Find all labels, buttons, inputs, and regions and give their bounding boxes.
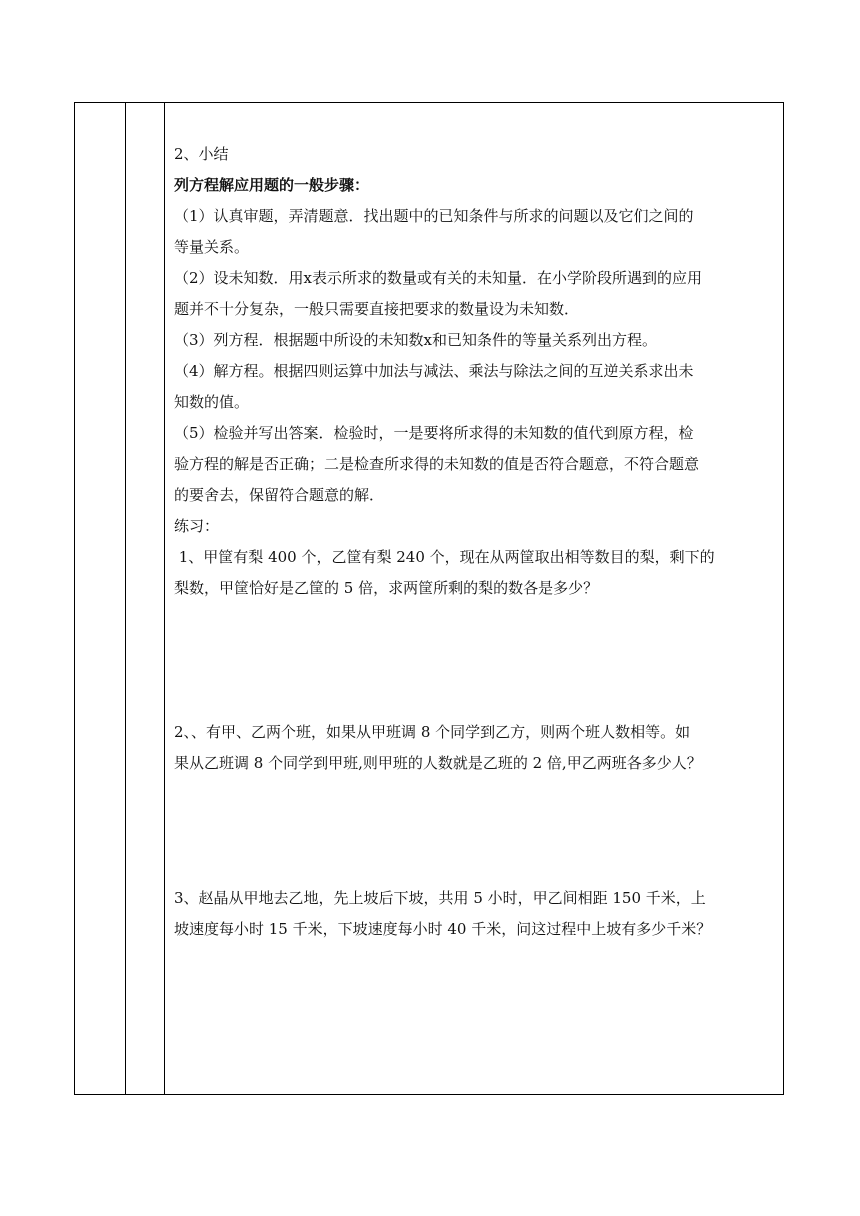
problem-2-line-1: 2、、有甲、乙两个班，如果从甲班调 8 个同学到乙方，则两个班人数相等。如 <box>174 723 691 741</box>
step-4-line-2: 知数的值。 <box>174 393 250 411</box>
answer-space <box>174 779 782 883</box>
problem-1-line-1: 1、甲筐有梨 400 个，乙筐有梨 240 个，现在从两筐取出相等数目的梨，剩下的 <box>174 548 715 566</box>
step-2-line-1: （2）设未知数．用x表示所求的数量或有关的未知量．在小学阶段所遇到的应用 <box>174 269 703 287</box>
answer-space <box>174 604 782 717</box>
step-5-line-1: （5）检验并写出答案．检验时，一是要将所求得的未知数的值代到原方程，检 <box>174 424 694 442</box>
step-5-line-2: 验方程的解是否正确；二是检查所求得的未知数的值是否符合题意，不符合题意 <box>174 455 700 473</box>
step-1-line-1: （1）认真审题，弄清题意．找出题中的已知条件与所求的问题以及它们之间的 <box>174 207 694 225</box>
practice-title: 练习： <box>174 517 220 535</box>
summary-heading: 2、小结 <box>174 145 229 163</box>
table-column-divider <box>125 103 126 1094</box>
problem-2-line-2: 果从乙班调 8 个同学到甲班,则甲班的人数就是乙班的 2 倍,甲乙两班各多少人？ <box>174 754 702 772</box>
step-5-line-3: 的要舍去，保留符合题意的解． <box>174 486 385 504</box>
step-1-line-2: 等量关系。 <box>174 238 250 256</box>
problem-1-line-2: 梨数，甲筐恰好是乙筐的 5 倍，求两筐所剩的梨的数各是多少？ <box>174 579 599 597</box>
step-4-line-1: （4）解方程。根据四则运算中加法与减法、乘法与除法之间的互逆关系求出未 <box>174 362 694 380</box>
steps-title: 列方程解应用题的一般步骤： <box>174 176 370 194</box>
lesson-table <box>74 102 784 1095</box>
lesson-content <box>174 139 782 945</box>
step-3-line-1: （3）列方程．根据题中所设的未知数x和已知条件的等量关系列出方程。 <box>174 331 658 349</box>
step-2-line-2: 题并不十分复杂，一般只需要直接把要求的数量设为未知数． <box>174 300 580 318</box>
problem-3-line-2: 坡速度每小时 15 千米，下坡速度每小时 40 千米，问这过程中上坡有多少千米？ <box>174 920 712 938</box>
table-column-divider <box>164 103 165 1094</box>
problem-3-line-1: 3、赵晶从甲地去乙地，先上坡后下坡，共用 5 小时，甲乙间相距 150 千米，上 <box>174 889 706 907</box>
